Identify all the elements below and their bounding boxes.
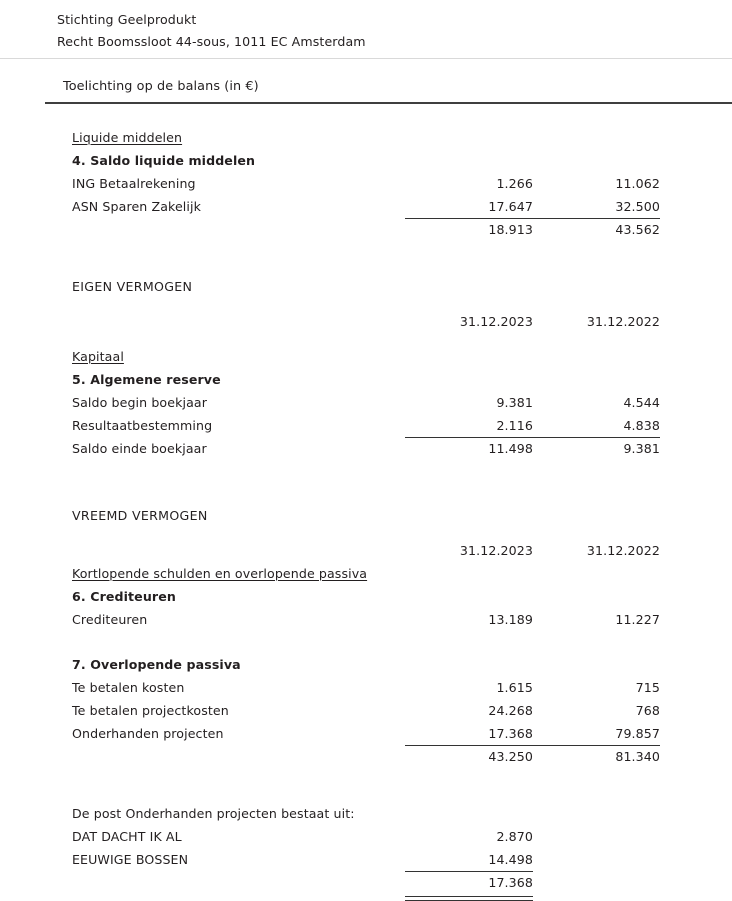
column-header-2023: 31.12.2023 [459,543,533,558]
row-value-2022: 32.500 [615,199,660,214]
group-heading-vreemd-vermogen: VREEMD VERMOGEN [72,508,208,523]
spacer [72,333,660,345]
balance-notes-table [72,126,660,894]
row-value-2022: 715 [635,680,660,695]
column-header-2022: 31.12.2022 [586,314,660,329]
spacer [72,460,660,504]
breakdown-intro-text: De post Onderhanden projecten bestaat uit: [72,806,355,821]
numbered-heading-6: 6. Crediteuren [72,589,176,604]
column-header-2023: 31.12.2023 [459,314,533,329]
row-value-2022: 11.227 [615,612,660,627]
group-heading-row [72,275,660,298]
row-value-2022: 768 [635,703,660,718]
page-title: Toelichting op de balans (in €) [63,79,259,94]
row-value-2023: 24.268 [488,703,533,718]
breakdown-intro-row [72,802,660,825]
column-header-2022: 31.12.2022 [586,543,660,558]
date-header-row [72,310,660,333]
section-heading-liquide-middelen: Liquide middelen [72,130,183,145]
total-label [72,218,405,241]
total-value-2022: 9.381 [533,437,660,460]
spacer [72,768,660,802]
row-label: DAT DACHT IK AL [72,829,182,844]
group-heading-eigen-vermogen: EIGEN VERMOGEN [72,279,193,294]
row-value-2023: 2.870 [496,829,533,844]
row-value-2023: 13.189 [488,612,533,627]
numbered-heading-row [72,653,660,676]
row-label: Te betalen kosten [72,680,185,695]
total-value-2022: 81.340 [533,745,660,768]
row-value-2022: 4.544 [623,395,660,410]
table-row [72,391,660,414]
row-label: ASN Sparen Zakelijk [72,199,201,214]
spacer [72,631,660,653]
letterhead [0,0,732,53]
row-value-2023: 1.615 [496,680,533,695]
organisation-address: Recht Boomssloot 44-sous, 1011 EC Amsterdam [57,34,366,49]
total-row [72,218,660,241]
row-label: Resultaatbestemming [72,418,213,433]
table-row [72,722,660,745]
total-value-2023: 11.498 [405,437,533,460]
numbered-heading-5: 5. Algemene reserve [72,372,221,387]
total-value-2022: 43.562 [533,218,660,241]
total-value-2023: 43.250 [405,745,533,768]
row-value-2022: 11.062 [615,176,660,191]
table-row [72,172,660,195]
total-label: Saldo einde boekjaar [72,441,207,456]
section-heading-kapitaal: Kapitaal [72,349,124,364]
table-row [72,676,660,699]
total-value-2023: 18.913 [405,218,533,241]
row-value-2023: 17.368 [488,726,533,741]
section-heading-row [72,126,660,149]
group-heading-row [72,504,660,527]
numbered-heading-row [72,149,660,172]
row-value-2023: 1.266 [496,176,533,191]
row-value-2023: 9.381 [496,395,533,410]
spacer [72,298,660,310]
table-row [72,825,660,848]
table-row [72,414,660,437]
statement-body [0,104,732,894]
section-heading-row [72,562,660,585]
row-value-2023: 2.116 [496,418,533,433]
row-label: Saldo begin boekjaar [72,395,207,410]
numbered-heading-row [72,585,660,608]
table-row [72,195,660,218]
spacer [72,527,660,539]
row-value-2023: 14.498 [488,852,533,867]
row-label: Te betalen projectkosten [72,703,229,718]
closing-total-value: 17.368 [405,871,533,894]
table-row [72,608,660,631]
section-heading-row [72,345,660,368]
row-value-2022: 4.838 [623,418,660,433]
row-value-2023: 17.647 [488,199,533,214]
spacer [72,241,660,275]
row-label: Crediteuren [72,612,148,627]
section-heading-kortlopende-schulden: Kortlopende schulden en overlopende passiva [72,566,368,581]
document-title-block [0,59,732,96]
numbered-heading-7: 7. Overlopende passiva [72,657,241,672]
total-row [72,437,660,460]
row-label: EEUWIGE BOSSEN [72,852,189,867]
date-header-row [72,539,660,562]
numbered-heading-row [72,368,660,391]
total-label [72,745,405,768]
organisation-name: Stichting Geelprodukt [57,12,197,27]
total-row [72,871,660,894]
total-row [72,745,660,768]
row-value-2022: 79.857 [615,726,660,741]
numbered-heading-4: 4. Saldo liquide middelen [72,153,256,168]
table-row [72,699,660,722]
total-label [72,871,405,894]
table-row [72,848,660,871]
row-label: Onderhanden projecten [72,726,224,741]
row-label: ING Betaalrekening [72,176,196,191]
